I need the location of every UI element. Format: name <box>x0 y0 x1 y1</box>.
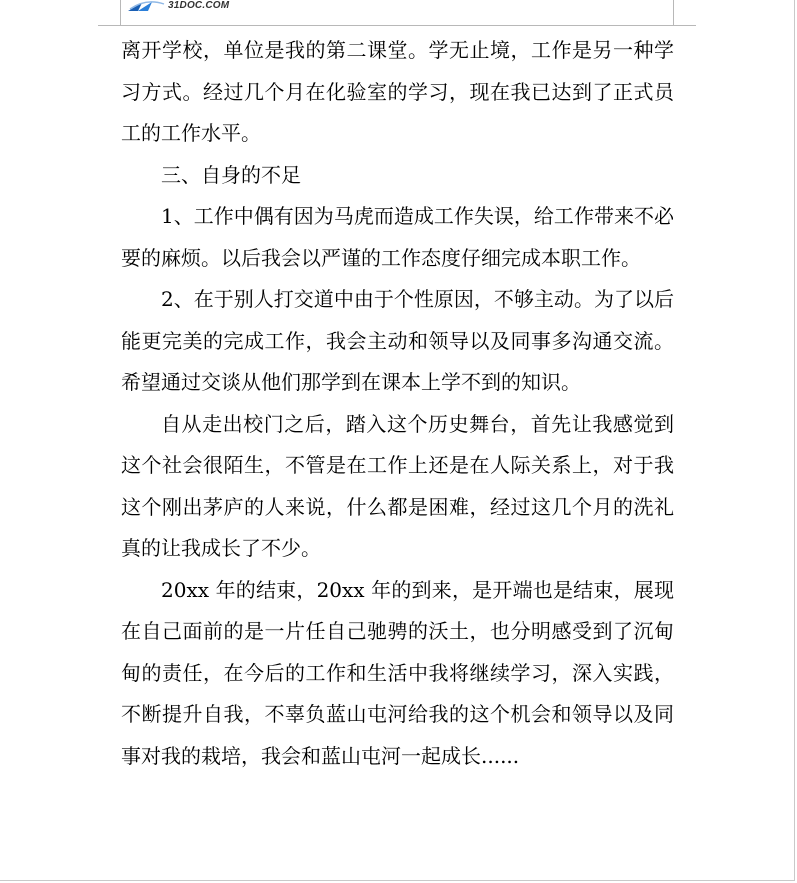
header-corner-left <box>120 0 121 26</box>
logo-text: 31DOC.COM <box>168 0 230 11</box>
section-heading: 三、自身的不足 <box>161 162 301 187</box>
site-logo <box>126 0 229 12</box>
document-body <box>121 30 674 777</box>
paragraph-point-1: 1、工作中偶有因为马虎而造成工作失误，给工作带来不必要的麻烦。以后我会以严谨的工作态度仔细完成本职工作。 <box>121 204 674 270</box>
paragraph-intro: 离开学校，单位是我的第二课堂。学无止境，工作是另一种学习方式。经过几个月在化验室的学习，现在我已达到了正式员工的工作水平。 <box>121 38 674 145</box>
header-rule <box>98 25 696 26</box>
paragraph-conclusion: 20xx 年的结束，20xx 年的到来，是开端也是结束，展现在自己面前的是一片任自己驰骋的沃土，也分明感受到了沉甸甸的责任，在今后的工作和生活中我将继续学习，深入实践，不断提升自我，不辜负蓝山屯河给我的这个机会和领导以及同事对我的栽培，我会和蓝山屯河一起成长...... <box>121 577 674 768</box>
paragraph-point-2: 2、在于别人打交道中由于个性原因，不够主动。为了以后能更完美的完成工作，我会主动和领导以及同事多沟通交流。希望通过交谈从他们那学到在课本上学不到的知识。 <box>121 287 674 394</box>
paragraph-reflection: 自从走出校门之后，踏入这个历史舞台，首先让我感觉到这个社会很陌生，不管是在工作上还是在人际关系上，对于我这个刚出茅庐的人来说，什么都是困难，经过这几个月的洗礼真的让我成长了不少。 <box>121 411 674 560</box>
header-corner-right <box>673 0 674 26</box>
logo-swoosh-icon <box>126 0 166 12</box>
